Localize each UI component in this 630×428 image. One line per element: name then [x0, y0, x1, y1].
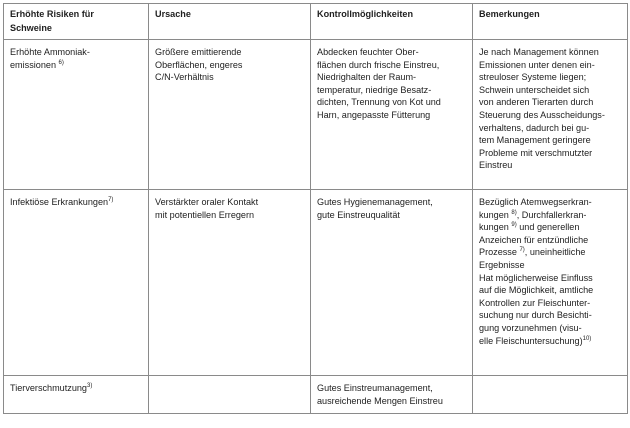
cause-cell: Verstärkter oraler Kontakt mit potentiellen Erregern: [149, 190, 311, 376]
footnote-ref: 9): [511, 222, 517, 229]
footnote-ref: 7): [108, 197, 114, 203]
table-row: [4, 190, 628, 376]
remarks-cell: [473, 376, 628, 414]
cause-cell: Größere emittierende Oberflächen, engeres C/N-Verhältnis: [149, 40, 311, 190]
remarks-cell: Bezüglich Atemwegserkran- kungen $^{8)}$, Durchfallerkran- kungen $^{9)}$ und generellen Anzeichen für entzündliche Prozesse $^{7)}$, uneinheitliche Ergebnisse Hat möglicherweise Einfluss auf die Möglichkeit, amtliche Kontrollen zur Fleischunter- suchung nur durch Besichti- gung vorzunehmen (visu- elle Fleischuntersuchung)$^{10)}$: [473, 190, 628, 376]
footnote-ref: 7): [519, 247, 525, 254]
footnote-ref: 10): [582, 335, 592, 342]
risk-table: [3, 3, 628, 414]
header-risk: Erhöhte Risiken für Schweine: [4, 4, 149, 40]
risk-cell: Erhöhte Ammoniak- emissionen $^{6)}$: [4, 40, 149, 190]
footnote-ref: 8): [511, 209, 517, 216]
header-remarks: Bemerkungen: [473, 4, 628, 40]
risk-cell: Tierverschmutzung$^{3)}$: [4, 376, 149, 414]
header-control: Kontrollmöglichkeiten: [311, 4, 473, 40]
table-header-row: [4, 4, 628, 40]
remarks-cell: Je nach Management können Emissionen unter denen ein- streuloser Systeme liegen; Schwein unterscheidet sich von anderen Tierarten durch Steuerung des Ausscheidungs- verhaltens, dadurch bei gu- tem Management geringere Probleme mit verschmutzter Einstreu: [473, 40, 628, 190]
header-cause: Ursache: [149, 4, 311, 40]
footnote-ref: 3): [87, 383, 93, 389]
table-row: [4, 40, 628, 190]
control-cell: Gutes Hygienemanagement, gute Einstreuqualität: [311, 190, 473, 376]
cause-cell: [149, 376, 311, 414]
control-cell: Gutes Einstreumanagement, ausreichende Mengen Einstreu: [311, 376, 473, 414]
footnote-ref: 6): [58, 59, 64, 66]
control-cell: Abdecken feuchter Ober- flächen durch frische Einstreu, Niedrighalten der Raum- temperatur, niedrige Besatz- dichten, Trennung von Kot und Harn, angepasste Fütterung: [311, 40, 473, 190]
risk-cell: Infektiöse Erkrankungen$^{7)}$: [4, 190, 149, 376]
table-row: [4, 376, 628, 414]
